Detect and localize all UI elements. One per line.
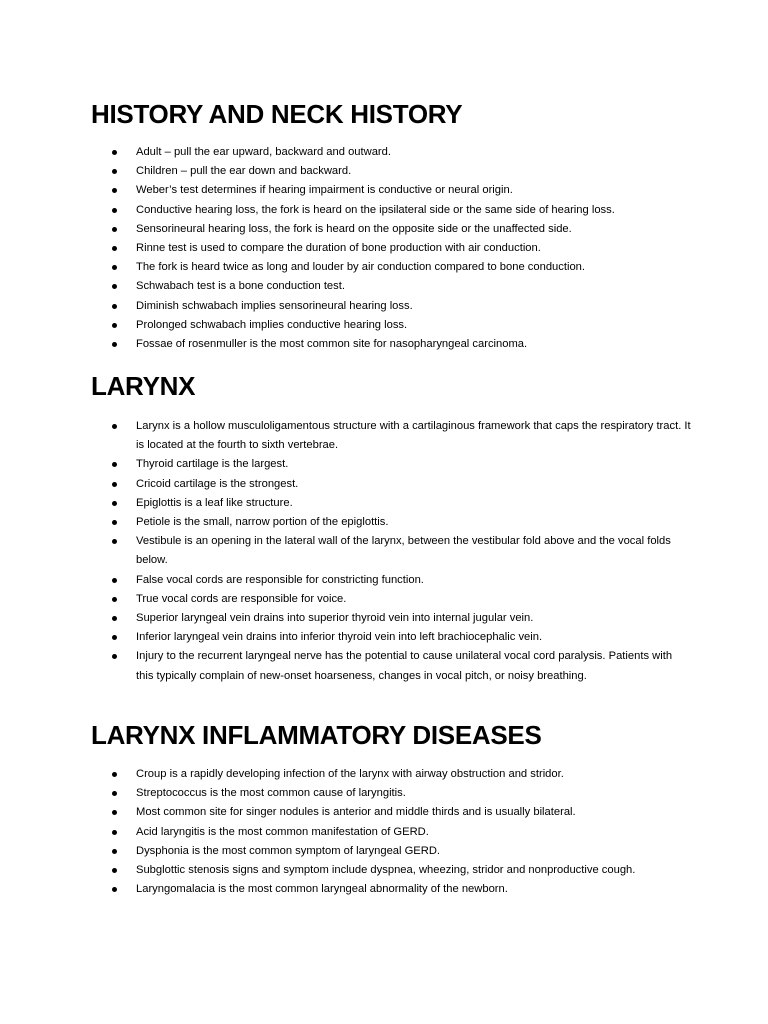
- section-larynx-inflammatory-diseases: [91, 719, 691, 899]
- list-item: Sensorineural hearing loss, the fork is heard on the opposite side or the unaffected side.: [91, 220, 691, 239]
- bullet-icon: [112, 791, 117, 796]
- bullet-icon: [112, 188, 117, 193]
- bullet-icon: [112, 887, 117, 892]
- bullet-icon: [112, 342, 117, 347]
- list-item: Adult – pull the ear upward, backward and outward.: [91, 143, 691, 162]
- bullet-icon: [112, 578, 117, 583]
- list-item: Diminish schwabach implies sensorineural hearing loss.: [91, 297, 691, 316]
- list-item: Petiole is the small, narrow portion of the epiglottis.: [91, 513, 691, 532]
- list-item: Epiglottis is a leaf like structure.: [91, 494, 691, 513]
- bullet-icon: [112, 150, 117, 155]
- bullet-icon: [112, 482, 117, 487]
- bullet-icon: [112, 520, 117, 525]
- bullet-list: [91, 417, 691, 686]
- bullet-icon: [112, 654, 117, 659]
- list-item: Dysphonia is the most common symptom of laryngeal GERD.: [91, 842, 691, 861]
- bullet-icon: [112, 772, 117, 777]
- bullet-icon: [112, 227, 117, 232]
- bullet-icon: [112, 284, 117, 289]
- bullet-icon: [112, 169, 117, 174]
- list-item: Most common site for singer nodules is anterior and middle thirds and is usually bilateral.: [91, 803, 691, 822]
- list-item: Acid laryngitis is the most common manifestation of GERD.: [91, 823, 691, 842]
- list-item: False vocal cords are responsible for constricting function.: [91, 571, 691, 590]
- bullet-icon: [112, 597, 117, 602]
- list-item: Vestibule is an opening in the lateral wall of the larynx, between the vestibular fold above and the vocal folds below.: [91, 532, 691, 570]
- bullet-icon: [112, 424, 117, 429]
- section-history-and-neck-history: [91, 98, 691, 354]
- bullet-icon: [112, 810, 117, 815]
- bullet-icon: [112, 208, 117, 213]
- list-item: Schwabach test is a bone conduction test.: [91, 277, 691, 296]
- list-item: Injury to the recurrent laryngeal nerve has the potential to cause unilateral vocal cord paralysis. Patients with this typically complain of new-onset hoarseness, changes in vocal pitch, or noisy breathing.: [91, 647, 691, 685]
- list-item: Subglottic stenosis signs and symptom include dyspnea, wheezing, stridor and nonproductive cough.: [91, 861, 691, 880]
- bullet-icon: [112, 539, 117, 544]
- list-item: Superior laryngeal vein drains into superior thyroid vein into internal jugular vein.: [91, 609, 691, 628]
- list-item: Croup is a rapidly developing infection of the larynx with airway obstruction and stridor.: [91, 765, 691, 784]
- list-item: Fossae of rosenmuller is the most common site for nasopharyngeal carcinoma.: [91, 335, 691, 354]
- list-item: Conductive hearing loss, the fork is heard on the ipsilateral side or the same side of hearing loss.: [91, 201, 691, 220]
- list-item: Children – pull the ear down and backward.: [91, 162, 691, 181]
- list-item: Streptococcus is the most common cause of laryngitis.: [91, 784, 691, 803]
- bullet-icon: [112, 868, 117, 873]
- list-item: Prolonged schwabach implies conductive hearing loss.: [91, 316, 691, 335]
- bullet-icon: [112, 501, 117, 506]
- list-item: Inferior laryngeal vein drains into inferior thyroid vein into left brachiocephalic vein.: [91, 628, 691, 647]
- list-item: True vocal cords are responsible for voice.: [91, 590, 691, 609]
- bullet-icon: [112, 246, 117, 251]
- list-item: Rinne test is used to compare the duration of bone production with air conduction.: [91, 239, 691, 258]
- section-heading: LARYNX INFLAMMATORY DISEASES: [91, 720, 542, 750]
- section-heading: LARYNX: [91, 371, 196, 401]
- section-heading: HISTORY AND NECK HISTORY: [91, 99, 463, 129]
- list-item: Thyroid cartilage is the largest.: [91, 455, 691, 474]
- bullet-icon: [112, 304, 117, 309]
- bullet-icon: [112, 265, 117, 270]
- bullet-list: [91, 143, 691, 354]
- bullet-icon: [112, 849, 117, 854]
- bullet-icon: [112, 616, 117, 621]
- bullet-icon: [112, 323, 117, 328]
- list-item: Cricoid cartilage is the strongest.: [91, 475, 691, 494]
- bullet-icon: [112, 830, 117, 835]
- bullet-icon: [112, 635, 117, 640]
- bullet-list: [91, 765, 691, 899]
- section-larynx: [91, 370, 691, 686]
- list-item: Laryngomalacia is the most common laryngeal abnormality of the newborn.: [91, 880, 691, 899]
- list-item: Larynx is a hollow musculoligamentous structure with a cartilaginous framework that caps the respiratory tract. It is located at the fourth to sixth vertebrae.: [91, 417, 691, 455]
- list-item: The fork is heard twice as long and louder by air conduction compared to bone conduction.: [91, 258, 691, 277]
- bullet-icon: [112, 462, 117, 467]
- list-item: Weber’s test determines if hearing impairment is conductive or neural origin.: [91, 181, 691, 200]
